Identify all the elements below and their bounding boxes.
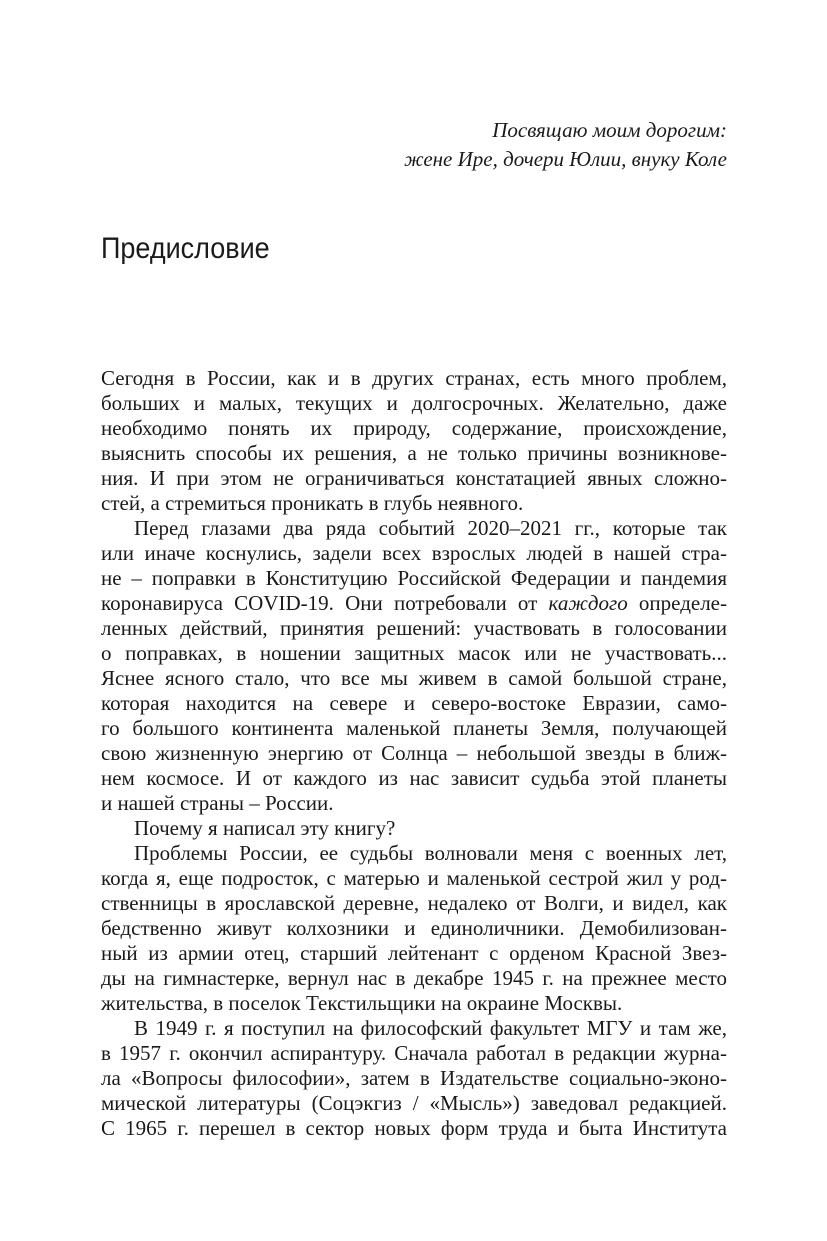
text-line: Проблемы России, ее судьбы волновали меня с военных лет, [134,841,727,865]
text-line: ственницы в ярославской деревне, недалеко от Волги, и видел, как [101,891,727,915]
text-line: ла «Вопросы философии», затем в Издательстве социально-эконо- [101,1066,727,1090]
text-line: ный из армии отец, старший лейтенант с орденом Красной Звез- [101,941,727,965]
dedication [404,116,727,174]
text-line: Яснее ясного стало, что все мы живем в самой большой стране, [101,666,727,690]
dedication-line: жене Ире, дочери Юлии, внуку Коле [404,147,727,171]
text-line: не – поправки в Конституцию Российской Федерации и пандемия [101,566,727,590]
emphasis: каждого [548,591,628,615]
text-line: го большого континента маленькой планеты Земля, получающей [101,716,727,740]
text-line: больших и малых, текущих и долгосрочных. Желательно, даже [101,391,727,415]
text-fragment: определе- [627,591,727,615]
text-line: жительства, в поселок Текстильщики на окраине Москвы. [101,991,623,1015]
text-line: мической литературы (Соцэкгиз / «Мысль») заведовал редакцией. [101,1091,727,1115]
dedication-line: Посвящаю моим дорогим: [492,118,727,142]
text-line: ния. И при этом не ограничиваться констатацией явных сложно- [101,466,727,490]
text-line: или иначе коснулись, задели всех взрослых людей в нашей стра- [101,541,727,565]
text-line: бедственно живут колхозники и единоличники. Демобилизован- [101,916,727,940]
text-line: о поправках, в ношении защитных масок или не участвовать... [101,641,727,665]
text-line: Почему я написал эту книгу? [134,816,396,840]
text-line: ленных действий, принятия решений: участвовать в голосовании [101,616,727,640]
chapter-heading: Предисловие [101,232,270,265]
text-line: свою жизненную энергию от Солнца – небольшой звезды в ближ- [101,741,727,765]
text-line: в 1957 г. окончил аспирантуру. Сначала работал в редакции журна- [101,1041,727,1065]
text-line: выяснить способы их решения, а не только причины возникнове- [101,441,727,465]
text-line: Сегодня в России, как и в других странах, есть много проблем, [101,366,727,390]
text-line: ды на гимнастерке, вернул нас в декабре 1945 г. на прежнее место [101,966,727,990]
text-line: когда я, еще подросток, с матерью и маленькой сестрой жил у род- [101,866,727,890]
text-fragment: коронавируса COVID-19. Они потребовали от [101,591,549,615]
text-line: В 1949 г. я поступил на философский факультет МГУ и там же, [134,1016,727,1040]
text-line: и нашей страны – России. [101,791,334,815]
text-line: С 1965 г. перешел в сектор новых форм труда и быта Института [101,1116,727,1140]
text-line: стей, а стремиться проникать в глубь неявного. [101,491,524,515]
body-text [101,366,727,1141]
text-line [101,591,727,616]
text-line: которая находится на севере и северо-востоке Евразии, само- [101,691,727,715]
text-line: Перед глазами два ряда событий 2020–2021 гг., которые так [134,516,727,540]
text-line: нем космосе. И от каждого из нас зависит судьба этой планеты [101,766,727,790]
text-line: необходимо понять их природу, содержание, происхождение, [101,416,727,440]
